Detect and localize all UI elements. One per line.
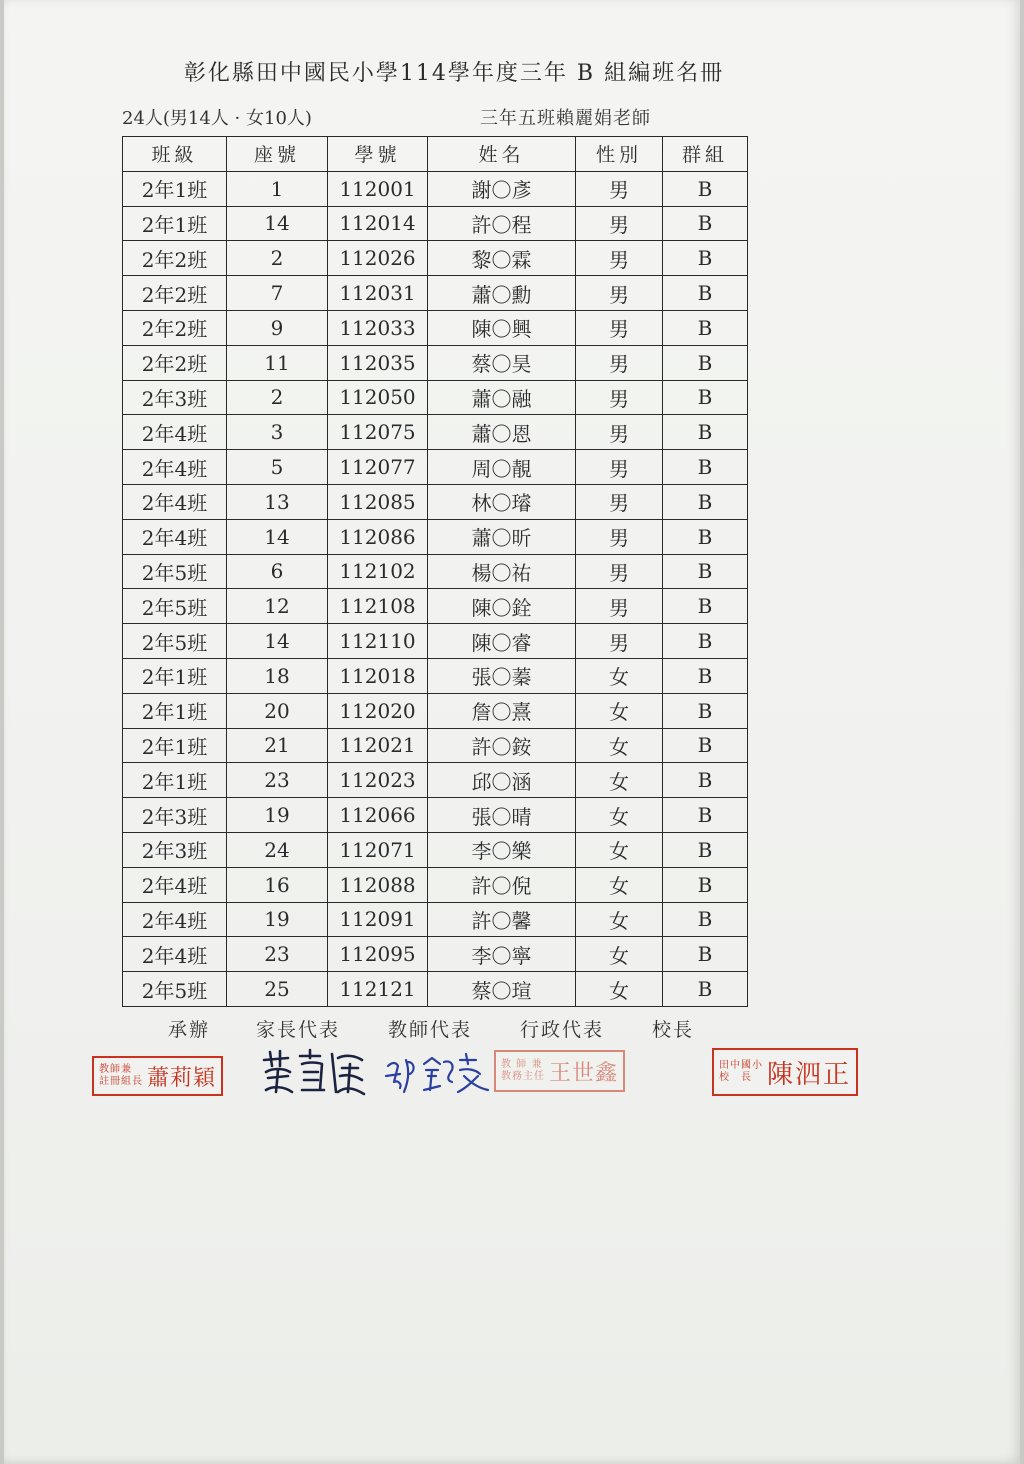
- cell-group: B: [663, 415, 748, 450]
- cell-class: 2年3班: [123, 832, 227, 867]
- label-admin-rep: 行政代表: [520, 1019, 605, 1041]
- cell-name: 蕭〇勳: [428, 276, 576, 311]
- column-header-class: 班級: [123, 137, 227, 172]
- cell-group: B: [663, 832, 748, 867]
- cell-group: B: [663, 519, 748, 554]
- cell-gender: 男: [576, 554, 663, 589]
- cell-name: 李〇樂: [428, 832, 576, 867]
- cell-student-id: 112077: [328, 450, 428, 485]
- cell-seat: 13: [227, 484, 328, 519]
- cell-class: 2年2班: [123, 310, 227, 345]
- cell-group: B: [663, 345, 748, 380]
- cell-seat: 19: [227, 798, 328, 833]
- cell-group: B: [663, 450, 748, 485]
- cell-student-id: 112020: [328, 693, 428, 728]
- cell-class: 2年1班: [123, 206, 227, 241]
- cell-class: 2年5班: [123, 554, 227, 589]
- cell-student-id: 112018: [328, 658, 428, 693]
- table-row: [123, 763, 748, 798]
- approval-labels: [4, 1015, 1020, 1045]
- table-row: [123, 693, 748, 728]
- cell-name: 張〇晴: [428, 798, 576, 833]
- registrar-stamp: [92, 1056, 223, 1096]
- table-row: [123, 206, 748, 241]
- cell-name: 陳〇銓: [428, 589, 576, 624]
- cell-name: 謝〇彥: [428, 171, 576, 206]
- cell-gender: 女: [576, 867, 663, 902]
- table-row: [123, 450, 748, 485]
- cell-student-id: 112021: [328, 728, 428, 763]
- cell-gender: 女: [576, 972, 663, 1007]
- registrar-stamp-title: [99, 1064, 143, 1088]
- cell-gender: 女: [576, 658, 663, 693]
- parent-signature: [258, 1046, 368, 1098]
- table-row: [123, 484, 748, 519]
- cell-class: 2年2班: [123, 345, 227, 380]
- cell-student-id: 112091: [328, 902, 428, 937]
- cell-name: 李〇寧: [428, 937, 576, 972]
- cell-class: 2年4班: [123, 867, 227, 902]
- cell-student-id: 112121: [328, 972, 428, 1007]
- column-header-student-id: 學號: [328, 137, 428, 172]
- cell-name: 許〇馨: [428, 902, 576, 937]
- cell-class: 2年5班: [123, 589, 227, 624]
- cell-class: 2年5班: [123, 972, 227, 1007]
- cell-student-id: 112085: [328, 484, 428, 519]
- cell-seat: 20: [227, 693, 328, 728]
- cell-name: 蕭〇融: [428, 380, 576, 415]
- table-row: [123, 832, 748, 867]
- cell-group: B: [663, 902, 748, 937]
- table-row: [123, 276, 748, 311]
- class-roster-table: [122, 136, 748, 1007]
- cell-seat: 6: [227, 554, 328, 589]
- label-handler: 承辦: [168, 1019, 211, 1041]
- cell-student-id: 112014: [328, 206, 428, 241]
- cell-gender: 男: [576, 624, 663, 659]
- cell-group: B: [663, 624, 748, 659]
- cell-gender: 女: [576, 902, 663, 937]
- cell-seat: 3: [227, 415, 328, 450]
- cell-name: 楊〇祐: [428, 554, 576, 589]
- table-row: [123, 624, 748, 659]
- cell-name: 許〇銨: [428, 728, 576, 763]
- cell-group: B: [663, 380, 748, 415]
- cell-name: 周〇靚: [428, 450, 576, 485]
- cell-student-id: 112110: [328, 624, 428, 659]
- cell-name: 詹〇熹: [428, 693, 576, 728]
- cell-name: 林〇璿: [428, 484, 576, 519]
- registrar-stamp-name: 蕭莉穎: [147, 1065, 217, 1091]
- cell-seat: 23: [227, 937, 328, 972]
- cell-name: 許〇程: [428, 206, 576, 241]
- cell-gender: 女: [576, 693, 663, 728]
- table-row: [123, 937, 748, 972]
- cell-group: B: [663, 763, 748, 798]
- column-header-group: 群組: [663, 137, 748, 172]
- cell-seat: 5: [227, 450, 328, 485]
- student-count: 24人(男14人 · 女10人): [122, 108, 312, 129]
- cell-group: B: [663, 693, 748, 728]
- cell-group: B: [663, 728, 748, 763]
- cell-student-id: 112033: [328, 310, 428, 345]
- cell-gender: 男: [576, 450, 663, 485]
- principal-stamp-title-line1: 田中國小: [719, 1060, 763, 1071]
- table-row: [123, 798, 748, 833]
- cell-class: 2年5班: [123, 624, 227, 659]
- table-row: [123, 589, 748, 624]
- cell-group: B: [663, 972, 748, 1007]
- cell-name: 黎〇霖: [428, 241, 576, 276]
- cell-group: B: [663, 589, 748, 624]
- cell-seat: 24: [227, 832, 328, 867]
- cell-gender: 男: [576, 589, 663, 624]
- document-page: [4, 0, 1020, 1464]
- cell-seat: 14: [227, 624, 328, 659]
- cell-gender: 女: [576, 832, 663, 867]
- cell-gender: 男: [576, 276, 663, 311]
- cell-student-id: 112066: [328, 798, 428, 833]
- table-row: [123, 728, 748, 763]
- cell-seat: 25: [227, 972, 328, 1007]
- cell-group: B: [663, 171, 748, 206]
- cell-seat: 7: [227, 276, 328, 311]
- cell-gender: 男: [576, 345, 663, 380]
- table-row: [123, 310, 748, 345]
- table-row: [123, 972, 748, 1007]
- cell-seat: 1: [227, 171, 328, 206]
- admin-stamp: [494, 1050, 625, 1092]
- cell-class: 2年3班: [123, 798, 227, 833]
- cell-class: 2年4班: [123, 484, 227, 519]
- cell-name: 邱〇涵: [428, 763, 576, 798]
- cell-gender: 男: [576, 241, 663, 276]
- cell-seat: 12: [227, 589, 328, 624]
- registrar-stamp-title-line2: 註冊組長: [99, 1076, 143, 1087]
- cell-student-id: 112001: [328, 171, 428, 206]
- table-row: [123, 519, 748, 554]
- label-parent-rep: 家長代表: [256, 1019, 341, 1041]
- cell-class: 2年4班: [123, 519, 227, 554]
- cell-class: 2年1班: [123, 658, 227, 693]
- cell-student-id: 112102: [328, 554, 428, 589]
- admin-stamp-name: 王世鑫: [549, 1060, 619, 1086]
- cell-name: 陳〇睿: [428, 624, 576, 659]
- cell-seat: 23: [227, 763, 328, 798]
- cell-group: B: [663, 310, 748, 345]
- cell-class: 2年4班: [123, 902, 227, 937]
- cell-class: 2年1班: [123, 171, 227, 206]
- cell-group: B: [663, 554, 748, 589]
- table-body: [123, 171, 748, 1006]
- cell-class: 2年2班: [123, 241, 227, 276]
- cell-group: B: [663, 867, 748, 902]
- cell-class: 2年1班: [123, 693, 227, 728]
- cell-gender: 男: [576, 484, 663, 519]
- admin-stamp-title-line2: 教務主任: [501, 1071, 545, 1082]
- cell-student-id: 112050: [328, 380, 428, 415]
- cell-seat: 11: [227, 345, 328, 380]
- cell-group: B: [663, 484, 748, 519]
- principal-stamp: [712, 1048, 858, 1096]
- cell-gender: 女: [576, 937, 663, 972]
- cell-class: 2年4班: [123, 415, 227, 450]
- cell-gender: 男: [576, 415, 663, 450]
- table-row: [123, 241, 748, 276]
- table-row: [123, 415, 748, 450]
- cell-seat: 18: [227, 658, 328, 693]
- table-row: [123, 554, 748, 589]
- column-header-gender: 性別: [576, 137, 663, 172]
- label-teacher-rep: 教師代表: [388, 1019, 473, 1041]
- cell-name: 蕭〇恩: [428, 415, 576, 450]
- principal-stamp-name: 陳泗正: [767, 1059, 852, 1090]
- cell-name: 張〇蓁: [428, 658, 576, 693]
- cell-name: 蕭〇昕: [428, 519, 576, 554]
- table-row: [123, 902, 748, 937]
- table-header-row: [123, 137, 748, 172]
- cell-gender: 女: [576, 728, 663, 763]
- cell-student-id: 112108: [328, 589, 428, 624]
- cell-class: 2年2班: [123, 276, 227, 311]
- table-row: [123, 345, 748, 380]
- registrar-stamp-title-line1: 教師兼: [99, 1064, 132, 1075]
- cell-student-id: 112095: [328, 937, 428, 972]
- cell-class: 2年4班: [123, 937, 227, 972]
- principal-stamp-title: [719, 1060, 763, 1084]
- cell-gender: 男: [576, 519, 663, 554]
- cell-seat: 14: [227, 519, 328, 554]
- cell-gender: 男: [576, 380, 663, 415]
- cell-seat: 14: [227, 206, 328, 241]
- cell-student-id: 112023: [328, 763, 428, 798]
- teacher-signature: [382, 1052, 494, 1100]
- homeroom-teacher: 三年五班賴麗娟老師: [480, 108, 651, 129]
- table-row: [123, 171, 748, 206]
- cell-gender: 男: [576, 310, 663, 345]
- cell-gender: 女: [576, 798, 663, 833]
- cell-seat: 2: [227, 241, 328, 276]
- cell-student-id: 112035: [328, 345, 428, 380]
- cell-group: B: [663, 798, 748, 833]
- cell-student-id: 112086: [328, 519, 428, 554]
- cell-seat: 21: [227, 728, 328, 763]
- cell-name: 蔡〇瑄: [428, 972, 576, 1007]
- cell-gender: 男: [576, 171, 663, 206]
- table-row: [123, 380, 748, 415]
- cell-seat: 9: [227, 310, 328, 345]
- admin-stamp-title: [501, 1059, 545, 1083]
- label-principal: 校長: [652, 1019, 695, 1041]
- cell-student-id: 112031: [328, 276, 428, 311]
- cell-gender: 女: [576, 763, 663, 798]
- cell-seat: 16: [227, 867, 328, 902]
- cell-group: B: [663, 276, 748, 311]
- cell-class: 2年4班: [123, 450, 227, 485]
- cell-seat: 19: [227, 902, 328, 937]
- cell-group: B: [663, 658, 748, 693]
- cell-name: 許〇倪: [428, 867, 576, 902]
- column-header-seat: 座號: [227, 137, 328, 172]
- cell-student-id: 112088: [328, 867, 428, 902]
- admin-stamp-title-line1: 教 師 兼: [501, 1059, 543, 1070]
- document-title: 彰化縣田中國民小學114學年度三年 B 組編班名冊: [183, 61, 725, 86]
- column-header-name: 姓名: [428, 137, 576, 172]
- cell-student-id: 112075: [328, 415, 428, 450]
- table-row: [123, 867, 748, 902]
- cell-student-id: 112026: [328, 241, 428, 276]
- cell-group: B: [663, 937, 748, 972]
- cell-class: 2年1班: [123, 728, 227, 763]
- cell-class: 2年3班: [123, 380, 227, 415]
- table-row: [123, 658, 748, 693]
- cell-group: B: [663, 241, 748, 276]
- principal-stamp-title-line2: 校 長: [719, 1072, 752, 1083]
- cell-gender: 男: [576, 206, 663, 241]
- cell-name: 蔡〇昊: [428, 345, 576, 380]
- cell-group: B: [663, 206, 748, 241]
- cell-name: 陳〇興: [428, 310, 576, 345]
- cell-class: 2年1班: [123, 763, 227, 798]
- cell-seat: 2: [227, 380, 328, 415]
- cell-student-id: 112071: [328, 832, 428, 867]
